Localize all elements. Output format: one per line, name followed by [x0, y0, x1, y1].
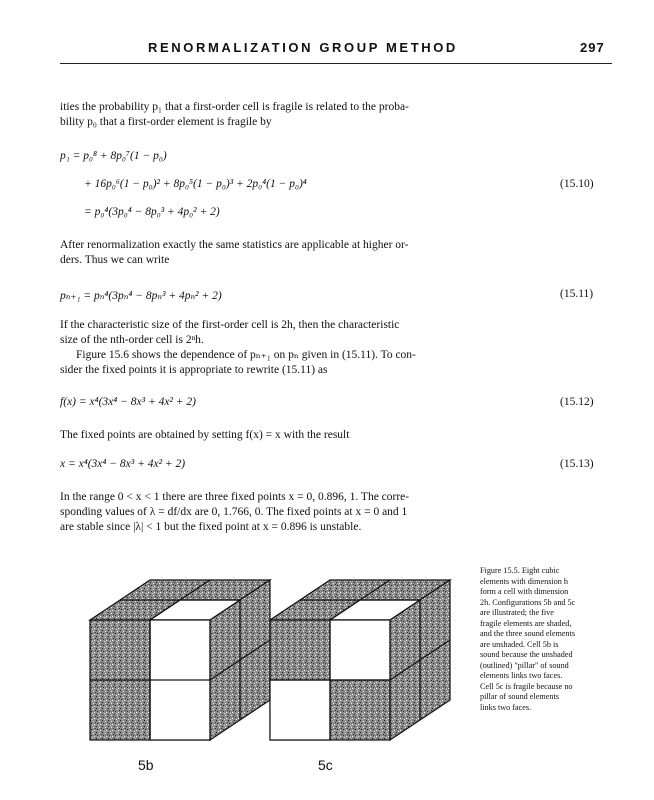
figure-label-5c: 5c — [318, 757, 333, 773]
caption-line: Cell 5c is fragile because no — [480, 681, 573, 691]
caption-line: are illustrated; the five — [480, 608, 554, 617]
caption-line: elements links two faces. — [480, 671, 563, 680]
equation-15-11: pₙ₊₁ = pₙ⁴(3pₙ⁴ − 8pₙ³ + 4pₙ² + 2) — [60, 290, 222, 302]
caption-line: fragile elements are shaded, — [480, 618, 572, 628]
caption-line: Figure 15.5. Eight cubic — [480, 566, 560, 575]
caption-line: form a cell with dimension — [480, 587, 569, 596]
equation-number-15-11: (15.11) — [560, 288, 594, 300]
equation-15-10-line-2: + 16p₀⁶(1 − p₀)² + 8p₀⁵(1 − p₀)³ + 2p₀⁴(1 − p₀)⁴ — [84, 178, 307, 190]
caption-line: and the three sound elements — [480, 629, 576, 638]
figure-dependence-line-1: Figure 15.6 shows the dependence of pₙ₊₁ on pₙ given in (15.11). To con- — [76, 349, 416, 361]
equation-15-10-line-1: p₁ = p₀⁸ + 8p₀⁷(1 − p₀) — [60, 150, 167, 162]
fixed-range-line-1: In the range 0 < x < 1 there are three fixed points x = 0, 0.896, 1. The corre- — [60, 491, 410, 503]
characteristic-size-line-1: If the characteristic size of the first-order cell is 2h, then the characteristic — [60, 319, 400, 331]
equation-15-10-line-3: = p₀⁴(3p₀⁴ − 8p₀³ + 4p₀² + 2) — [84, 206, 220, 218]
caption-line: sound because the unshaded — [480, 650, 573, 659]
running-header-title: RENORMALIZATION GROUP METHOD — [148, 40, 458, 55]
equation-15-12: f(x) = x⁴(3x⁴ − 8x³ + 4x² + 2) — [60, 396, 196, 408]
cube-5c — [270, 580, 450, 740]
after-renormalization-line-2: ders. Thus we can write — [60, 254, 170, 266]
caption-line: 2h. Configurations 5b and 5c — [480, 597, 576, 607]
figure-caption — [480, 566, 620, 713]
caption-line: links two faces. — [480, 702, 532, 712]
caption-line: are unshaded. Cell 5b is — [480, 639, 559, 649]
figure-label-5b: 5b — [138, 757, 154, 773]
page-number: 297 — [580, 40, 605, 55]
intro-line-2: bility p₀ that a first-order element is fragile by — [60, 116, 272, 128]
equation-number-15-10: (15.10) — [560, 178, 594, 190]
after-renormalization-line-1: After renormalization exactly the same statistics are applicable at higher or- — [60, 239, 409, 251]
caption-line: elements with dimension h — [480, 576, 569, 586]
caption-line: pillar of sound elements — [480, 692, 559, 701]
cube-5c-front-sound-cell-lower — [270, 680, 330, 740]
equation-15-13: x = x⁴(3x⁴ − 8x³ + 4x² + 2) — [60, 458, 186, 470]
equation-number-15-13: (15.13) — [560, 458, 594, 470]
intro-line-1: ities the probability p₁ that a first-order cell is fragile is related to the proba- — [60, 101, 409, 113]
equation-number-15-12: (15.12) — [560, 396, 594, 408]
cube-5b — [90, 580, 270, 740]
fixed-range-line-3: are stable since |λ| < 1 but the fixed point at x = 0.896 is unstable. — [60, 521, 362, 533]
fixed-range-line-2: sponding values of λ = df/dx are 0, 1.766, 0. The fixed points at x = 0 and 1 — [60, 506, 408, 518]
figure-dependence-line-2: sider the fixed points it is appropriate to rewrite (15.11) as — [60, 364, 328, 376]
caption-line: (outlined) "pillar" of sound — [480, 660, 569, 670]
fixed-points-line: The fixed points are obtained by setting f(x) = x with the result — [60, 429, 350, 441]
characteristic-size-line-2: size of the nth-order cell is 2ⁿh. — [60, 334, 204, 346]
cube-5c-front-sound-cell-upper — [330, 620, 390, 680]
